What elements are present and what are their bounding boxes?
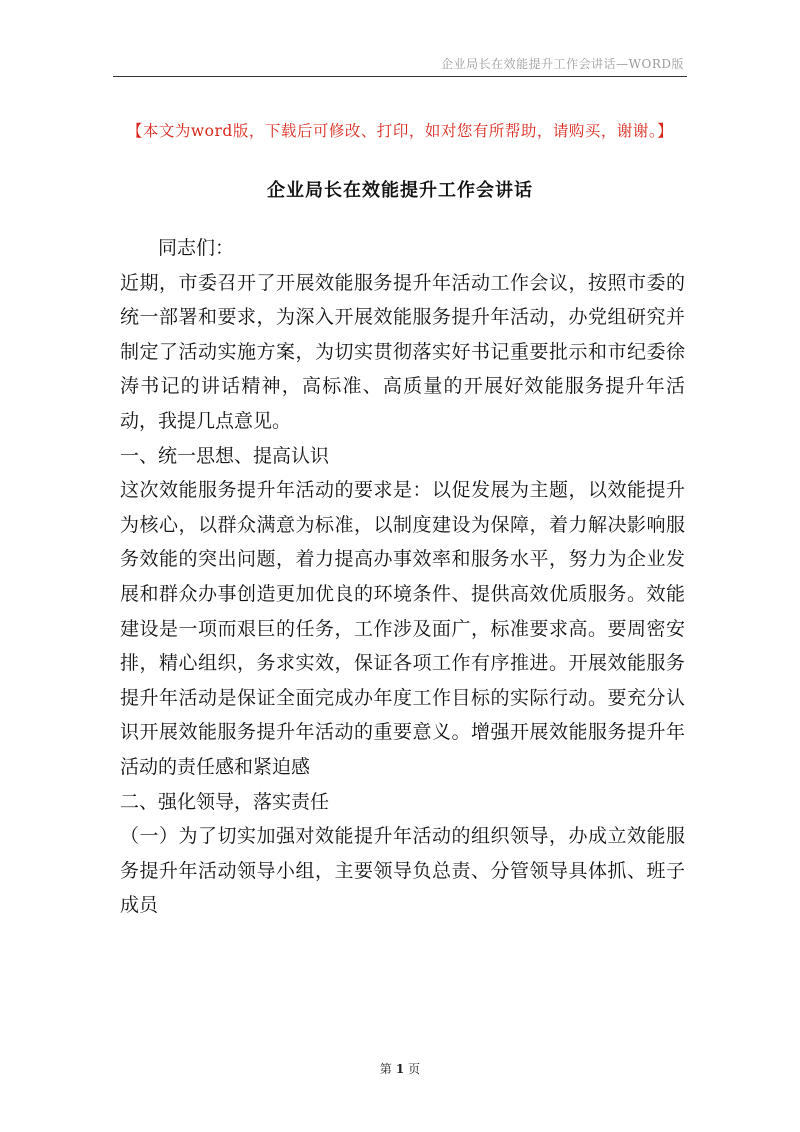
section-heading: 一、统一思想、提高认识 [120, 444, 330, 467]
running-header: 企业局长在效能提升工作会讲话—WORD版 [441, 57, 684, 71]
header-divider [113, 76, 687, 77]
purchase-notice: 【本文为word版，下载后可修改、打印，如对您有所帮助，请购买，谢谢。】 [126, 122, 674, 140]
document-body [120, 231, 685, 923]
page-suffix: 页 [408, 1062, 421, 1076]
page-number: 1 [395, 1062, 405, 1076]
paragraph: 这次效能服务提升年活动的要求是：以促发展为主题，以效能提升为核心，以群众满意为标准，以制度建设为保障，着力解决影响服务效能的突出问题，着力提高办事效率和服务水平，努力为企业发展和群众办事创造更加优良的环境条件、提供高效优质服务。效能建设是一项而艰巨的任务，工作涉及面广，标准要求高。要周密安排，精心组织，务求实效，保证各项工作有序推进。开展效能服务提升年活动是保证全面完成办年度工作目标的实际行动。要充分认识开展效能服务提升年活动的重要意义。增强开展效能服务提升年活动的责任感和紧迫感 [120, 479, 685, 778]
page-footer [0, 1060, 800, 1077]
paragraph: （一）为了切实加强对效能提升年活动的组织领导，办成立效能服务提升年活动领导小组，主要领导负总责、分管领导具体抓、班子成员 [120, 825, 685, 917]
salutation: 同志们： [158, 237, 235, 259]
section-heading: 二、强化领导，落实责任 [120, 790, 330, 813]
document-title: 企业局长在效能提升工作会讲话 [267, 180, 533, 201]
paragraph: 近期，市委召开了开展效能服务提升年活动工作会议，按照市委的统一部署和要求，为深入开展效能服务提升年活动，办党组研究并制定了活动实施方案，为切实贯彻落实好书记重要批示和市纪委徐涛书记的讲话精神，高标准、高质量的开展好效能服务提升年活动，我提几点意见。 [120, 271, 685, 432]
page-prefix: 第 [379, 1062, 392, 1076]
